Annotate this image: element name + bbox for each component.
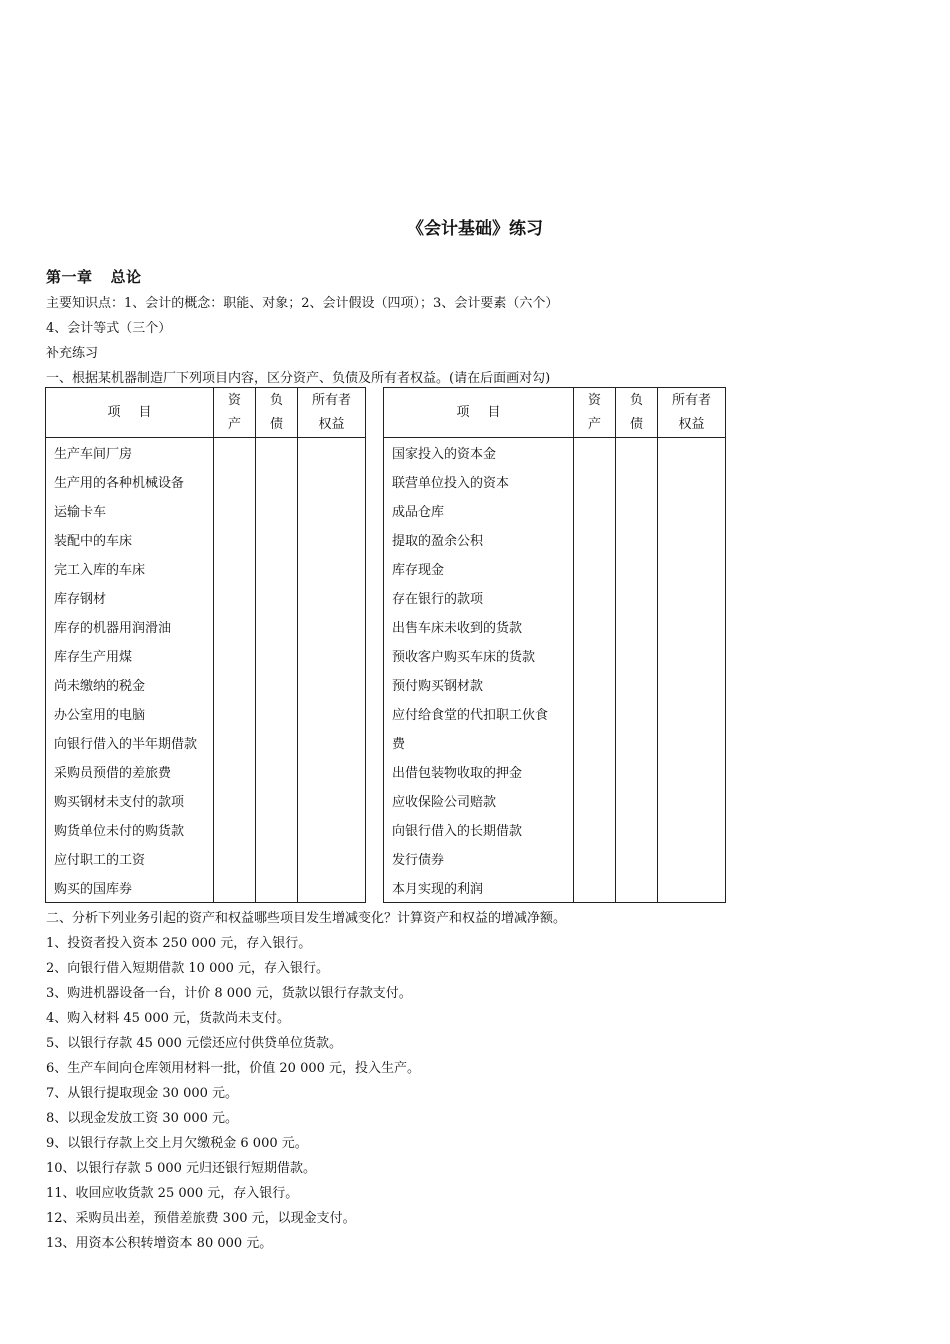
asset-check-cell[interactable] xyxy=(574,438,616,468)
table-row xyxy=(46,757,366,786)
liability-check-cell[interactable] xyxy=(616,728,658,757)
asset-check-cell[interactable] xyxy=(574,525,616,554)
liability-check-cell[interactable] xyxy=(256,496,298,525)
item-cell: 采购员预借的差旅费 xyxy=(46,757,214,786)
table-row xyxy=(384,438,726,468)
item-cell: 生产车间厂房 xyxy=(46,438,214,468)
liability-check-cell[interactable] xyxy=(256,467,298,496)
table-row xyxy=(384,641,726,670)
asset-check-cell[interactable] xyxy=(574,786,616,815)
table-row xyxy=(46,612,366,641)
asset-check-cell[interactable] xyxy=(214,525,256,554)
table-row xyxy=(384,467,726,496)
table-row xyxy=(384,699,726,728)
liability-check-cell[interactable] xyxy=(256,583,298,612)
item-cell: 出售车床未收到的货款 xyxy=(384,612,574,641)
asset-check-cell[interactable] xyxy=(214,467,256,496)
header-item: 项目 xyxy=(46,388,214,438)
item-cell: 应收保险公司赔款 xyxy=(384,786,574,815)
chapter-number: 第一章 xyxy=(46,268,93,286)
equity-check-cell[interactable] xyxy=(298,496,366,525)
item-cell: 联营单位投入的资本 xyxy=(384,467,574,496)
table-row xyxy=(46,641,366,670)
list-item: 5、以银行存款 45 000 元偿还应付供贷单位货款。 xyxy=(46,1036,343,1051)
equity-check-cell[interactable] xyxy=(298,786,366,815)
table-row xyxy=(46,728,366,757)
table-row xyxy=(384,612,726,641)
table-row xyxy=(46,583,366,612)
list-item: 4、购入材料 45 000 元，货款尚未支付。 xyxy=(46,1011,291,1026)
item-cell: 库存生产用煤 xyxy=(46,641,214,670)
item-cell: 国家投入的资本金 xyxy=(384,438,574,468)
item-cell: 生产用的各种机械设备 xyxy=(46,467,214,496)
table-row xyxy=(384,554,726,583)
table-row xyxy=(46,525,366,554)
liability-check-cell[interactable] xyxy=(256,844,298,873)
asset-check-cell[interactable] xyxy=(574,815,616,844)
table-row xyxy=(46,815,366,844)
liability-check-cell[interactable] xyxy=(616,525,658,554)
asset-check-cell[interactable] xyxy=(214,873,256,903)
list-item: 7、从银行提取现金 30 000 元。 xyxy=(46,1086,239,1101)
equity-check-cell[interactable] xyxy=(658,525,726,554)
item-cell: 装配中的车床 xyxy=(46,525,214,554)
chapter-name: 总论 xyxy=(110,268,142,286)
liability-check-cell[interactable] xyxy=(616,583,658,612)
item-cell: 本月实现的利润 xyxy=(384,873,574,903)
table-row xyxy=(46,438,366,468)
equity-check-cell[interactable] xyxy=(298,815,366,844)
asset-check-cell[interactable] xyxy=(574,844,616,873)
liability-check-cell[interactable] xyxy=(256,815,298,844)
asset-check-cell[interactable] xyxy=(574,873,616,903)
liability-check-cell[interactable] xyxy=(616,786,658,815)
table-row xyxy=(384,496,726,525)
liability-check-cell[interactable] xyxy=(616,554,658,583)
item-cell: 完工入库的车床 xyxy=(46,554,214,583)
asset-check-cell[interactable] xyxy=(214,728,256,757)
asset-check-cell[interactable] xyxy=(214,815,256,844)
equity-check-cell[interactable] xyxy=(658,670,726,699)
item-cell: 购货单位未付的购货款 xyxy=(46,815,214,844)
asset-check-cell[interactable] xyxy=(214,554,256,583)
asset-check-cell[interactable] xyxy=(574,612,616,641)
liability-check-cell[interactable] xyxy=(256,438,298,468)
equity-check-cell[interactable] xyxy=(658,438,726,468)
item-cell: 预收客户购买车床的货款 xyxy=(384,641,574,670)
item-cell: 向银行借入的半年期借款 xyxy=(46,728,214,757)
table-row xyxy=(384,583,726,612)
equity-check-cell[interactable] xyxy=(658,583,726,612)
chapter-heading xyxy=(46,266,142,287)
key-points: 主要知识点：1、会计的概念：职能、对象；2、会计假设（四项）；3、会计要素（六个） xyxy=(46,296,559,311)
item-cell: 运输卡车 xyxy=(46,496,214,525)
item-cell: 出借包装物收取的押金 xyxy=(384,757,574,786)
asset-check-cell[interactable] xyxy=(574,641,616,670)
list-item: 10、以银行存款 5 000 元归还银行短期借款。 xyxy=(46,1161,317,1176)
item-cell: 向银行借入的长期借款 xyxy=(384,815,574,844)
list-item: 3、购进机器设备一台，计价 8 000 元，货款以银行存款支付。 xyxy=(46,986,412,1001)
list-item: 12、采购员出差，预借差旅费 300 元，以现金支付。 xyxy=(46,1211,356,1226)
table-row xyxy=(46,786,366,815)
equity-check-cell[interactable] xyxy=(658,757,726,786)
equity-check-cell[interactable] xyxy=(298,583,366,612)
liability-check-cell[interactable] xyxy=(616,496,658,525)
asset-check-cell[interactable] xyxy=(214,496,256,525)
table-row xyxy=(384,757,726,786)
list-item: 8、以现金发放工资 30 000 元。 xyxy=(46,1111,239,1126)
table-row xyxy=(384,873,726,903)
item-cell: 购买钢材未支付的款项 xyxy=(46,786,214,815)
asset-check-cell[interactable] xyxy=(214,786,256,815)
asset-check-cell[interactable] xyxy=(574,728,616,757)
equity-check-cell[interactable] xyxy=(658,554,726,583)
equity-check-cell[interactable] xyxy=(298,699,366,728)
item-cell: 存在银行的款项 xyxy=(384,583,574,612)
equity-check-cell[interactable] xyxy=(298,844,366,873)
asset-check-cell[interactable] xyxy=(214,641,256,670)
asset-check-cell[interactable] xyxy=(214,583,256,612)
header-item: 项目 xyxy=(384,388,574,438)
item-cell: 预付购买钢材款 xyxy=(384,670,574,699)
equity-check-cell[interactable] xyxy=(298,438,366,468)
equity-check-cell[interactable] xyxy=(658,612,726,641)
equity-check-cell[interactable] xyxy=(298,873,366,903)
classification-table-right xyxy=(383,387,726,903)
equity-check-cell[interactable] xyxy=(658,496,726,525)
equity-check-cell[interactable] xyxy=(298,525,366,554)
equity-check-cell[interactable] xyxy=(658,467,726,496)
asset-check-cell[interactable] xyxy=(574,583,616,612)
item-cell: 购买的国库券 xyxy=(46,873,214,903)
item-cell: 应付给食堂的代扣职工伙食 xyxy=(384,699,574,728)
asset-check-cell[interactable] xyxy=(214,699,256,728)
equity-check-cell[interactable] xyxy=(658,873,726,903)
item-cell: 库存钢材 xyxy=(46,583,214,612)
liability-check-cell[interactable] xyxy=(256,641,298,670)
table-row xyxy=(384,815,726,844)
asset-check-cell[interactable] xyxy=(214,670,256,699)
item-cell: 库存现金 xyxy=(384,554,574,583)
classification-table-left xyxy=(45,387,366,903)
liability-check-cell[interactable] xyxy=(616,612,658,641)
item-cell: 尚未缴纳的税金 xyxy=(46,670,214,699)
table-row xyxy=(46,844,366,873)
supplement-heading: 补充练习 xyxy=(46,346,99,361)
liability-check-cell[interactable] xyxy=(616,815,658,844)
table-header-row xyxy=(46,388,366,438)
liability-check-cell[interactable] xyxy=(616,670,658,699)
equity-check-cell[interactable] xyxy=(298,728,366,757)
table-row xyxy=(384,525,726,554)
table-row xyxy=(46,467,366,496)
table-row xyxy=(46,496,366,525)
asset-check-cell[interactable] xyxy=(574,554,616,583)
liability-check-cell[interactable] xyxy=(256,699,298,728)
equations-point: 4、会计等式（三个） xyxy=(46,321,172,336)
list-item: 11、收回应收货款 25 000 元，存入银行。 xyxy=(46,1186,299,1201)
header-asset: 资 产 xyxy=(574,388,616,438)
liability-check-cell[interactable] xyxy=(256,728,298,757)
item-cell: 库存的机器用润滑油 xyxy=(46,612,214,641)
equity-check-cell[interactable] xyxy=(658,815,726,844)
item-cell: 应付职工的工资 xyxy=(46,844,214,873)
asset-check-cell[interactable] xyxy=(574,670,616,699)
equity-check-cell[interactable] xyxy=(658,699,726,728)
asset-check-cell[interactable] xyxy=(214,757,256,786)
item-cell: 发行债券 xyxy=(384,844,574,873)
table-header-row xyxy=(384,388,726,438)
document-title: 《会计基础》练习 xyxy=(407,219,543,239)
asset-check-cell[interactable] xyxy=(214,844,256,873)
liability-check-cell[interactable] xyxy=(616,873,658,903)
question-2-prompt: 二、分析下列业务引起的资产和权益哪些项目发生增减变化？计算资产和权益的增减净额。 xyxy=(46,911,567,926)
equity-check-cell[interactable] xyxy=(658,786,726,815)
asset-check-cell[interactable] xyxy=(574,496,616,525)
header-equity: 所有者 权益 xyxy=(658,388,726,438)
liability-check-cell[interactable] xyxy=(616,641,658,670)
equity-check-cell[interactable] xyxy=(298,467,366,496)
liability-check-cell[interactable] xyxy=(256,670,298,699)
header-liability: 负 债 xyxy=(256,388,298,438)
liability-check-cell[interactable] xyxy=(256,786,298,815)
header-liability: 负 债 xyxy=(616,388,658,438)
asset-check-cell[interactable] xyxy=(214,612,256,641)
asset-check-cell[interactable] xyxy=(574,699,616,728)
liability-check-cell[interactable] xyxy=(616,757,658,786)
item-cell: 成品仓库 xyxy=(384,496,574,525)
list-item: 9、以银行存款上交上月欠缴税金 6 000 元。 xyxy=(46,1136,308,1151)
table-row xyxy=(46,670,366,699)
asset-check-cell[interactable] xyxy=(574,757,616,786)
liability-check-cell[interactable] xyxy=(616,699,658,728)
asset-check-cell[interactable] xyxy=(214,438,256,468)
equity-check-cell[interactable] xyxy=(298,554,366,583)
table-row xyxy=(46,873,366,903)
table-row xyxy=(384,786,726,815)
table-row xyxy=(46,554,366,583)
equity-check-cell[interactable] xyxy=(658,844,726,873)
liability-check-cell[interactable] xyxy=(256,525,298,554)
item-cell: 提取的盈余公积 xyxy=(384,525,574,554)
list-item: 6、生产车间向仓库领用材料一批，价值 20 000 元，投入生产。 xyxy=(46,1061,421,1076)
list-item: 1、投资者投入资本 250 000 元，存入银行。 xyxy=(46,936,312,951)
liability-check-cell[interactable] xyxy=(256,873,298,903)
equity-check-cell[interactable] xyxy=(658,728,726,757)
equity-check-cell[interactable] xyxy=(298,612,366,641)
liability-check-cell[interactable] xyxy=(616,438,658,468)
item-cell: 费 xyxy=(384,728,574,757)
equity-check-cell[interactable] xyxy=(298,757,366,786)
table-row xyxy=(46,699,366,728)
liability-check-cell[interactable] xyxy=(256,554,298,583)
table-row xyxy=(384,670,726,699)
table-row xyxy=(384,728,726,757)
question-2-section xyxy=(46,906,566,1256)
equity-check-cell[interactable] xyxy=(298,641,366,670)
table-row xyxy=(384,844,726,873)
equity-check-cell[interactable] xyxy=(298,670,366,699)
header-asset: 资 产 xyxy=(214,388,256,438)
liability-check-cell[interactable] xyxy=(256,757,298,786)
list-item: 2、向银行借入短期借款 10 000 元，存入银行。 xyxy=(46,961,330,976)
header-equity: 所有者 权益 xyxy=(298,388,366,438)
liability-check-cell[interactable] xyxy=(616,467,658,496)
liability-check-cell[interactable] xyxy=(616,844,658,873)
item-cell: 办公室用的电脑 xyxy=(46,699,214,728)
equity-check-cell[interactable] xyxy=(658,641,726,670)
asset-check-cell[interactable] xyxy=(574,467,616,496)
list-item: 13、用资本公积转增资本 80 000 元。 xyxy=(46,1236,273,1251)
question-1-prompt: 一、根据某机器制造厂下列项目内容，区分资产、负债及所有者权益。(请在后面画对勾) xyxy=(46,371,551,386)
liability-check-cell[interactable] xyxy=(256,612,298,641)
